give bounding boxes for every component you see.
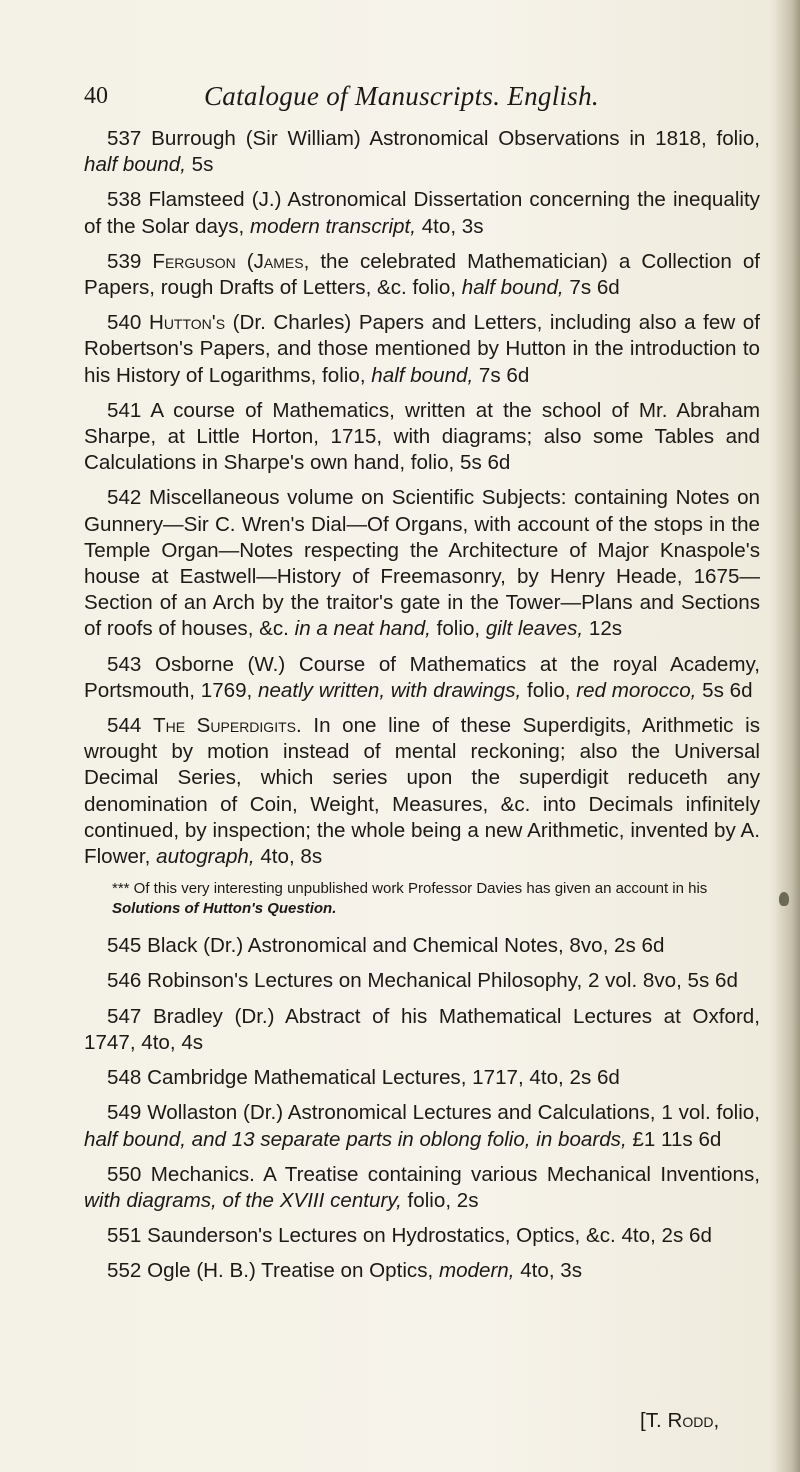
entry-text: Bradley (Dr.) Abstract of his Mathematical Lectures at Oxford, 1747, 4to, 4s	[84, 1004, 760, 1054]
entry-number: 541	[107, 398, 151, 422]
italic-text: modern transcript,	[250, 214, 416, 238]
italic-text: half bound,	[461, 276, 564, 300]
small-caps-text: Ferguson (James,	[152, 249, 310, 273]
entry-number: 549	[107, 1101, 148, 1125]
italic-text: autograph,	[156, 845, 255, 869]
entry-text: Osborne (W.) Course of Mathematics at the royal Academy, Portsmouth, 1769,	[84, 652, 760, 702]
catalogue-entry	[84, 1004, 760, 1056]
catalogue-entry	[84, 249, 760, 301]
catalogue-entry	[84, 126, 760, 178]
entry-text: Ogle (H. B.) Treatise on Optics,	[147, 1259, 439, 1283]
italic-text: with diagrams, of the XVIII century,	[84, 1188, 402, 1212]
paper-blemish	[779, 892, 789, 906]
editorial-note	[84, 879, 760, 919]
entry-text: folio, 2s	[401, 1188, 479, 1212]
entry-text: (Dr. Charles) Papers and Letters, including also a few of Robertson's Papers, and those mentioned by Hutton in the introduction to his History of Logarithms, folio,	[84, 311, 760, 387]
page-number: 40	[84, 83, 108, 109]
entry-text: Cambridge Mathematical Lectures, 1717, 4to, 2s 6d	[147, 1066, 620, 1090]
italic-text: neatly written, with drawings,	[258, 678, 522, 702]
entry-text: A course of Mathematics, written at the school of Mr. Abraham Sharpe, at Little Horton, 1715, with diagrams; also some Tables and Calculations in Sharpe's own hand, folio, 5s 6d	[84, 398, 760, 475]
page-title: Catalogue of Manuscripts. English.	[204, 81, 599, 111]
small-caps-text: The Superdigits.	[153, 714, 302, 738]
entry-number: 551	[107, 1224, 148, 1248]
italic-text: in a neat hand,	[294, 617, 431, 641]
entry-number: 547	[107, 1004, 153, 1028]
entry-number: 545	[107, 934, 148, 958]
catalogue-entry	[84, 933, 760, 959]
entry-text: 7s 6d	[563, 276, 620, 300]
entry-text: Mechanics. A Treatise containing various Mechanical Inventions,	[150, 1162, 760, 1186]
small-caps-text: Hutton's	[148, 311, 226, 335]
entry-text: 7s 6d	[473, 363, 530, 387]
catalogue-entry	[84, 485, 760, 642]
entry-number: 543	[107, 652, 155, 676]
entry-text: folio,	[521, 678, 577, 702]
entry-text: the celebrated Mathematician) a Collection of Papers, rough Drafts of Letters, &c. folio,	[84, 249, 760, 300]
entry-number: 550	[107, 1162, 151, 1186]
catalogue-entries	[84, 126, 760, 1294]
italic-text: Solutions of Hutton's Question.	[112, 900, 337, 918]
entry-text: 5s 6d	[696, 678, 753, 702]
entry-text: In one line of these Superdigits, Arithmetic is wrought by motion instead of mental reckoning; also the Universal Decimal Series, which series upon the superdigit reduceth any denomination of Coin, Weight, Measures, &c. into Decimals infinitely continued, by inspection; the whole being a new Arithmetic, invented by A. Flower,	[84, 714, 760, 869]
italic-text: gilt leaves,	[485, 617, 584, 641]
catalogue-entry	[84, 1258, 760, 1284]
catalogue-entry	[84, 398, 760, 477]
page-edge-shadow	[774, 0, 800, 1472]
entry-text: 5s	[185, 153, 214, 177]
running-header	[84, 76, 764, 116]
entry-text: £1 11s 6d	[626, 1127, 722, 1151]
catalogue-entry	[84, 187, 760, 239]
entry-text: Flamsteed (J.) Astronomical Dissertation concerning the inequality of the Solar days,	[84, 188, 760, 238]
entry-number: 538	[107, 188, 149, 212]
catalogue-entry	[84, 1223, 760, 1249]
entry-text: 4to, 3s	[514, 1259, 583, 1283]
italic-text: half bound,	[371, 363, 474, 387]
entry-number: 537	[107, 127, 152, 150]
catalogue-entry	[84, 713, 760, 870]
entry-number: 552	[107, 1259, 148, 1283]
entry-text: 12s	[583, 617, 623, 641]
entry-text: *** Of this very interesting unpublished work Professor Davies has given an account in his	[112, 880, 708, 898]
entry-text: Wollaston (Dr.) Astronomical Lectures and Calculations, 1 vol. folio,	[147, 1101, 760, 1125]
catalogue-entry	[84, 1100, 760, 1152]
entry-text: Miscellaneous volume on Scientific Subjects: containing Notes on Gunnery—Sir C. Wren's Dial—Of Organs, with account of the stops in the Temple Organ—Notes respecting the Architecture of Major Knaspole's house at Eastwell—History of Freemasonry, by Henry Heade, 1675—Section of an Arch by the traitor's gate in the Tower—Plans and Sections of roofs of houses, &c.	[84, 486, 760, 641]
entry-number: 539	[107, 249, 153, 273]
catalogue-entry	[84, 652, 760, 704]
entry-number: 546	[107, 969, 148, 993]
entry-text: Black (Dr.) Astronomical and Chemical Notes, 8vo, 2s 6d	[147, 934, 665, 958]
catalogue-entry	[84, 310, 760, 389]
entry-text: 4to, 8s	[254, 845, 323, 869]
entry-text: folio,	[430, 617, 486, 641]
entry-number: 548	[107, 1066, 148, 1090]
entry-text: 4to, 3s	[415, 214, 484, 238]
catalogue-entry	[84, 1162, 760, 1214]
entry-text: Saunderson's Lectures on Hydrostatics, Optics, &c. 4to, 2s 6d	[147, 1224, 712, 1248]
catalogue-entry	[84, 1065, 760, 1091]
entry-number: 540	[107, 311, 149, 335]
italic-text: half bound,	[84, 153, 186, 177]
italic-text: half bound, and 13 separate parts in oblong folio, in boards,	[84, 1127, 627, 1151]
entry-text: Burrough (Sir William) Astronomical Observations in 1818, folio,	[151, 127, 760, 150]
catalogue-entry	[84, 968, 760, 994]
entry-text: Robinson's Lectures on Mechanical Philosophy, 2 vol. 8vo, 5s 6d	[147, 969, 738, 993]
italic-text: modern,	[438, 1259, 515, 1283]
catchword: [T. Rodd,	[640, 1409, 720, 1432]
entry-number: 542	[107, 486, 150, 510]
italic-text: red morocco,	[576, 678, 697, 702]
entry-number: 544	[107, 714, 153, 738]
